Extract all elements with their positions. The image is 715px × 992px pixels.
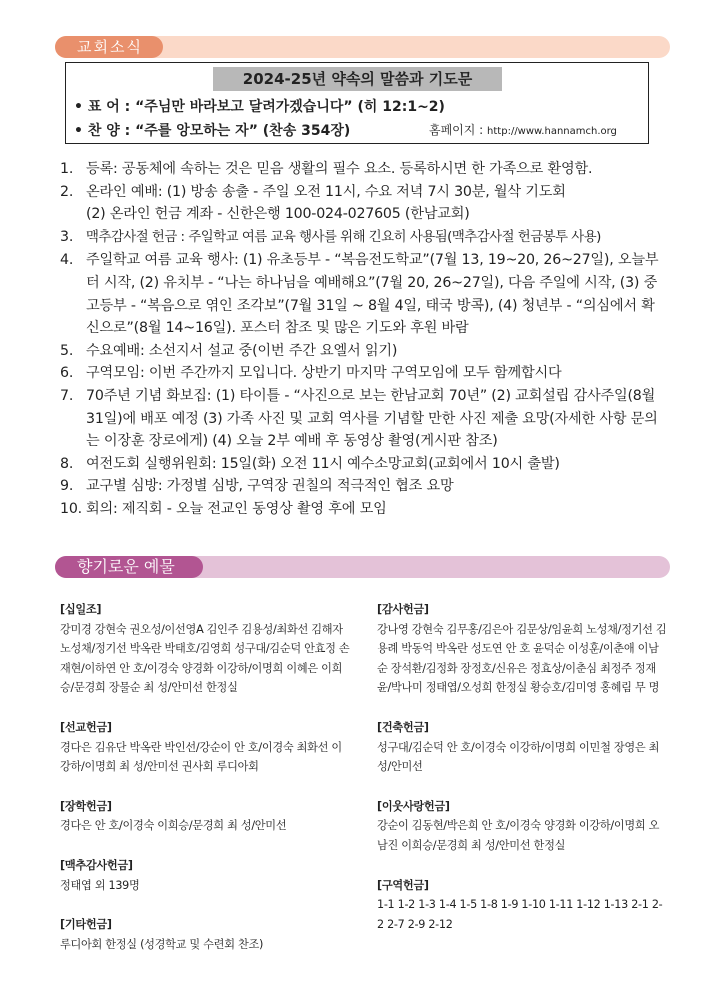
news-list <box>60 158 660 521</box>
offerings-left-column <box>60 600 350 974</box>
offering-group-title: [감사헌금] <box>377 603 429 616</box>
motto-line: • 표 어 : “주님만 바라보고 달려가겠습니다” (히 12:1~2) <box>74 99 445 115</box>
offering-group-harvest <box>60 856 350 895</box>
offering-group-names: 경다은 김유단 박옥란 박인선/강순이 안 호/이경숙 최화선 이강하/이명희 최 성/안미선 권사회 루디아회 <box>60 740 342 774</box>
offering-group-names: 루디아회 한정실 (성경학교 및 수련회 찬조) <box>60 937 264 951</box>
offerings-right-column <box>377 600 667 954</box>
offering-group-title: [맥추감사헌금] <box>60 858 133 872</box>
hymn-line: • 찬 양 : “주를 앙모하는 자” (찬송 354장) <box>74 123 351 139</box>
news-item: 2. 온라인 예배: (1) 방송 송출 - 주일 오전 11시, 수요 저녁 7시 30분, 월삭 기도회 <box>60 183 566 200</box>
offering-group-other <box>60 915 350 954</box>
homepage-link[interactable]: http://www.hannamch.org <box>487 126 617 137</box>
offering-group-title: [구역헌금] <box>377 878 429 892</box>
news-item: 9. 교구별 심방: 가정별 심방, 구역장 권칠의 적극적인 협조 요망 <box>60 478 454 495</box>
offering-group-names: 1-1 1-2 1-3 1-4 1-5 1-8 1-9 1-10 1-11 1-12 1-13 2-1 2-2 2-7 2-9 2-12 <box>377 898 663 931</box>
offering-group-names: 강나영 강현숙 김무홍/김은아 김문상/임윤희 노성채/정기선 김용례 박동억 박옥란 성도연 안 호 윤덕순 이성훈/이춘애 이남순 장석환/김정화 장정호/신유은 정효상/이춘심 최정주 정재윤/박나미 정태엽/오성희 한정실 황승호/김미영 홍혜림 무 명 <box>377 622 667 695</box>
offering-group-title: [기타헌금] <box>60 918 112 932</box>
offering-group-names: 경다은 안 호/이경숙 이희승/문경희 최 성/안미선 <box>60 819 287 833</box>
news-section-title: 교회소식 <box>55 36 163 58</box>
news-item-sub: (2) 온라인 헌금 계좌 - 신한은행 100-024-027605 (한남교회) <box>86 206 470 223</box>
offering-group-title: [십일조] <box>60 603 102 616</box>
news-item: 5. 수요예배: 소선지서 설교 중(이번 주간 요엘서 읽기) <box>60 342 398 359</box>
homepage <box>429 121 617 138</box>
offering-group-names: 강미경 강현숙 권오성/이선영A 김인주 김용성/최화선 김해자 노성채/정기선 박옥란 박태호/김영희 성구대/김순덕 안효정 손재현/이하연 안 호/이경숙 양경화 이강하/이명희 이혜은 이희승/문경희 장물순 최 성/안미선 한정실 <box>60 622 350 695</box>
news-item: 7. 70주년 기념 화보집: (1) 타이틀 - “사진으로 보는 한남교회 70년” (2) 교회설립 감사주일(8월 31일)에 배포 예정 (3) 가족 사진 및 교회 역사를 기념할 만한 사진 제출 요망(자세한 사항 문의는 이장훈 장로에게) (4) 오늘 2부 예배 후 동영상 촬영(게시판 참조) <box>60 387 658 450</box>
news-item: 6. 구역모임: 이번 주간까지 모입니다. 상반기 마지막 구역모임에 모두 함께합시다 <box>60 365 562 382</box>
homepage-label: 홈페이지 : <box>429 123 488 137</box>
news-item: 10. 회의: 제직회 - 오늘 전교인 동영상 촬영 후에 모임 <box>60 500 387 517</box>
verse-box-title: 2024-25년 약속의 말씀과 기도문 <box>213 67 502 91</box>
news-item: 3. 맥추감사절 헌금 : 주일학교 여름 교육 행사를 위해 긴요히 사용됨(맥추감사절 헌금봉투 사용) <box>60 228 601 245</box>
offering-group-title: [건축헌금] <box>377 720 429 734</box>
offering-group-names: 정태엽 외 139명 <box>60 878 140 892</box>
offering-group-title: [장학헌금] <box>60 799 112 813</box>
offering-group-tithe <box>60 600 350 698</box>
offering-group-neighbor-love <box>377 797 667 856</box>
offering-group-title: [이웃사랑헌금] <box>377 799 450 813</box>
offering-group-district <box>377 876 667 935</box>
offering-group-scholarship <box>60 797 350 836</box>
offering-section-title: 향기로운 예물 <box>55 556 203 578</box>
offering-group-names: 성구대/김순덕 안 호/이경숙 이강하/이명희 이민철 장영은 최 성/안미선 <box>377 740 660 774</box>
offering-section-header <box>55 556 670 578</box>
news-item: 1. 등록: 공동체에 속하는 것은 믿음 생활의 필수 요소. 등록하시면 한 가족으로 환영함. <box>60 161 593 177</box>
news-item: 4. 주일학교 여름 교육 행사: (1) 유초등부 - “복음전도학교”(7월 13, 19~20, 26~27일), 오늘부터 시작, (2) 유치부 - “나는 하나님을 예배해요”(7월 20, 26~27일), 다음 주일에 시작, (3) 중고등부 - “복음으로 엮인 조각보”(7월 31일 ~ 8월 4일, 태국 방콕), (4) 청년부 - “의심에서 확신으로”(8월 14~16일). 포스터 참조 및 많은 기도와 후원 바람 <box>60 252 659 337</box>
news-item: 8. 여전도회 실행위원회: 15일(화) 오전 11시 예수소망교회(교회에서 10시 출발) <box>60 455 560 472</box>
news-section-header <box>55 36 670 58</box>
offering-group-names: 강순이 김동현/박은희 안 호/이경숙 양경화 이강하/이명희 오남진 이희승/문경희 최 성/안미선 한정실 <box>377 819 660 852</box>
offering-group-title: [선교헌금] <box>60 720 112 734</box>
offering-group-mission <box>60 718 350 777</box>
offering-group-thanks <box>377 600 667 698</box>
offering-group-building <box>377 718 667 777</box>
verse-box <box>65 62 649 144</box>
